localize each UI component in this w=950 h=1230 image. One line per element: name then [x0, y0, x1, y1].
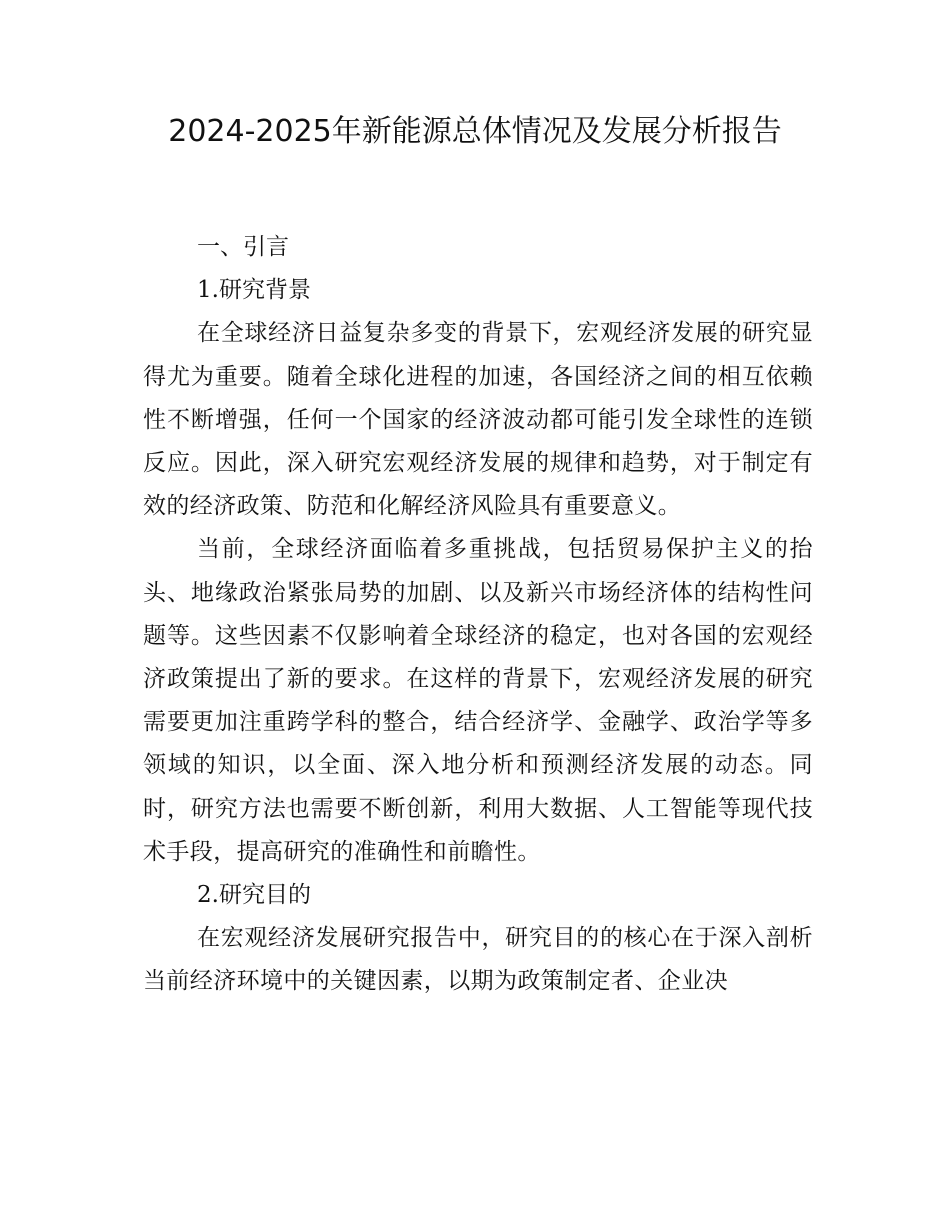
paragraph-background-2: 当前，全球经济面临着多重挑战，包括贸易保护主义的抬头、地缘政治紧张局势的加剧、以及新兴市场经济体的结构性问题等。这些因素不仅影响着全球经济的稳定，也对各国的宏观经济政策提出了新的要求。在这样的背景下，宏观经济发展的研究需要更加注重跨学科的整合，结合经济学、金融学、政治学等多领域的知识，以全面、深入地分析和预测经济发展的动态。同时，研究方法也需要不断创新，利用大数据、人工智能等现代技术手段，提高研究的准确性和前瞻性。 [143, 536, 813, 865]
subsection-heading-research-background: 1.研究背景 [197, 277, 311, 304]
paragraph-purpose-1: 在宏观经济发展研究报告中，研究目的的核心在于深入剖析当前经济环境中的关键因素，以期为政策制定者、企业决 [143, 925, 813, 995]
section-heading-introduction: 一、引言 [197, 234, 289, 260]
paragraph-background-1: 在全球经济日益复杂多变的背景下，宏观经济发展的研究显得尤为重要。随着全球化进程的加速，各国经济之间的相互依赖性不断增强，任何一个国家的经济波动都可能引发全球性的连锁反应。因此，深入研究宏观经济发展的规律和趋势，对于制定有效的经济政策、防范和化解经济风险具有重要意义。 [143, 320, 813, 520]
document-title: 2024-2025年新能源总体情况及发展分析报告 [168, 114, 782, 149]
subsection-heading-research-purpose: 2.研究目的 [197, 882, 311, 909]
document-body [143, 226, 813, 1004]
